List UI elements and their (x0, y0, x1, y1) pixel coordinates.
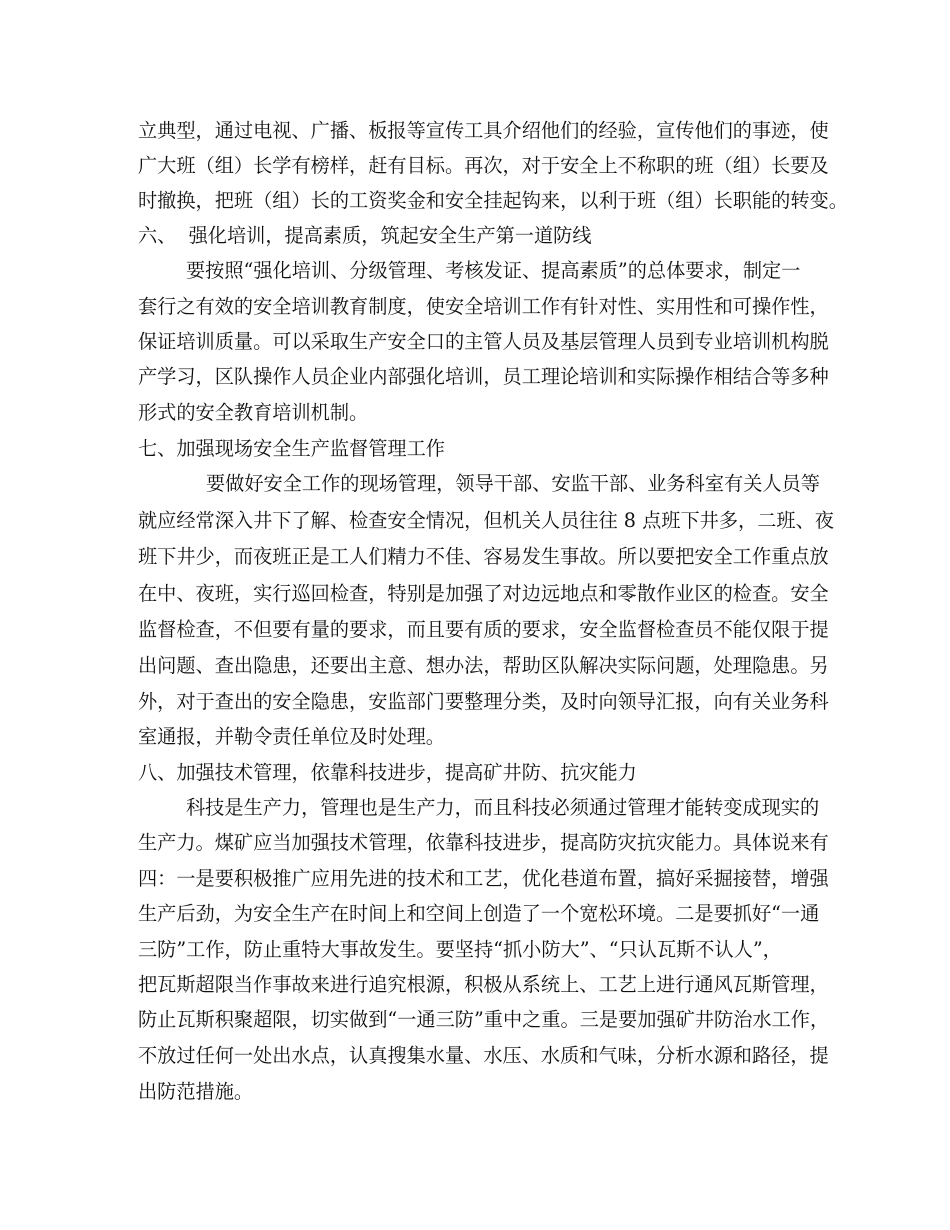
paragraph-line: 出问题、查出隐患，还要出主意、想办法，帮助区队解决实际问题，处理隐患。另 (138, 654, 829, 677)
paragraph-line: 防止瓦斯积聚超限，切实做到“一通三防”重中之重。三是要加强矿井防治水工作， (138, 1008, 830, 1031)
paragraph-line: 把瓦斯超限当作事故来进行追究根源，积极从系统上、工艺上进行通风瓦斯管理， (138, 973, 829, 996)
section-heading: 六、 强化培训，提高素质，筑起安全生产第一道防线 (138, 224, 592, 247)
paragraph-line: 广大班（组）长学有榜样，赶有目标。再次，对于安全上不称职的班（组）长要及 (138, 154, 829, 177)
paragraph-line: 不放过任何一处出水点，认真搜集水量、水压、水质和气味，分析水源和路径，提 (138, 1044, 829, 1067)
paragraph-line: 室通报，并勒令责任单位及时处理。 (138, 725, 445, 748)
paragraph-line: 套行之有效的安全培训教育制度，使安全培训工作有针对性、实用性和可操作性， (138, 295, 829, 318)
paragraph-line: 保证培训质量。可以采取生产安全口的主管人员及基层管理人员到专业培训机构脱 (138, 330, 829, 353)
paragraph-line: 在中、夜班，实行巡回检查，特别是加强了对边远地点和零散作业区的检查。安全 (138, 582, 829, 605)
paragraph-line: 产学习，区队操作人员企业内部强化培训，员工理论培训和实际操作相结合等多种 (138, 365, 829, 388)
paragraph-line: 三防”工作，防止重特大事故发生。要坚持“抓小防大”、“只认瓦斯不认人”， (138, 938, 782, 961)
paragraph-line: 班下井少，而夜班正是工人们精力不佳、容易发生事故。所以要把安全工作重点放 (138, 545, 829, 568)
paragraph-line: 就应经常深入井下了解、检查安全情况，但机关人员往往 8 点班下井多，二班、夜 (138, 509, 834, 532)
paragraph-line: 立典型，通过电视、广播、板报等宣传工具介绍他们的经验，宣传他们的事迹，使 (138, 119, 829, 142)
section-heading: 八、加强技术管理，依靠科技进步，提高矿井防、抗灾能力 (138, 761, 637, 784)
paragraph-line: 要做好安全工作的现场管理，领导干部、安监干部、业务科室有关人员等 (206, 472, 820, 495)
paragraph-line: 要按照“强化培训、分级管理、考核发证、提高素质”的总体要求，制定一 (186, 259, 801, 282)
paragraph-line: 时撤换，把班（组）长的工资奖金和安全挂起钩来，以利于班（组）长职能的转变。 (138, 189, 848, 212)
paragraph-line: 四：一是要积极推广应用先进的技术和工艺，优化巷道布置，搞好采掘接替，增强 (138, 867, 829, 890)
paragraph-line: 外，对于查出的安全隐患，安监部门要整理分类，及时向领导汇报，向有关业务科 (138, 690, 829, 713)
paragraph-line: 生产力。煤矿应当加强技术管理，依靠科技进步，提高防灾抗灾能力。具体说来有 (138, 831, 829, 854)
paragraph-line: 生产后劲，为安全生产在时间上和空间上创造了一个宽松环境。二是要抓好“一通 (138, 902, 820, 925)
paragraph-line: 监督检查，不但要有量的要求，而且要有质的要求，安全监督检查员不能仅限于提 (138, 618, 829, 641)
paragraph-line: 科技是生产力，管理也是生产力，而且科技必须通过管理才能转变成现实的 (186, 796, 820, 819)
paragraph-line: 出防范措施。 (138, 1080, 254, 1103)
paragraph-line: 形式的安全教育培训机制。 (138, 401, 369, 424)
section-heading: 七、加强现场安全生产监督管理工作 (138, 437, 445, 460)
